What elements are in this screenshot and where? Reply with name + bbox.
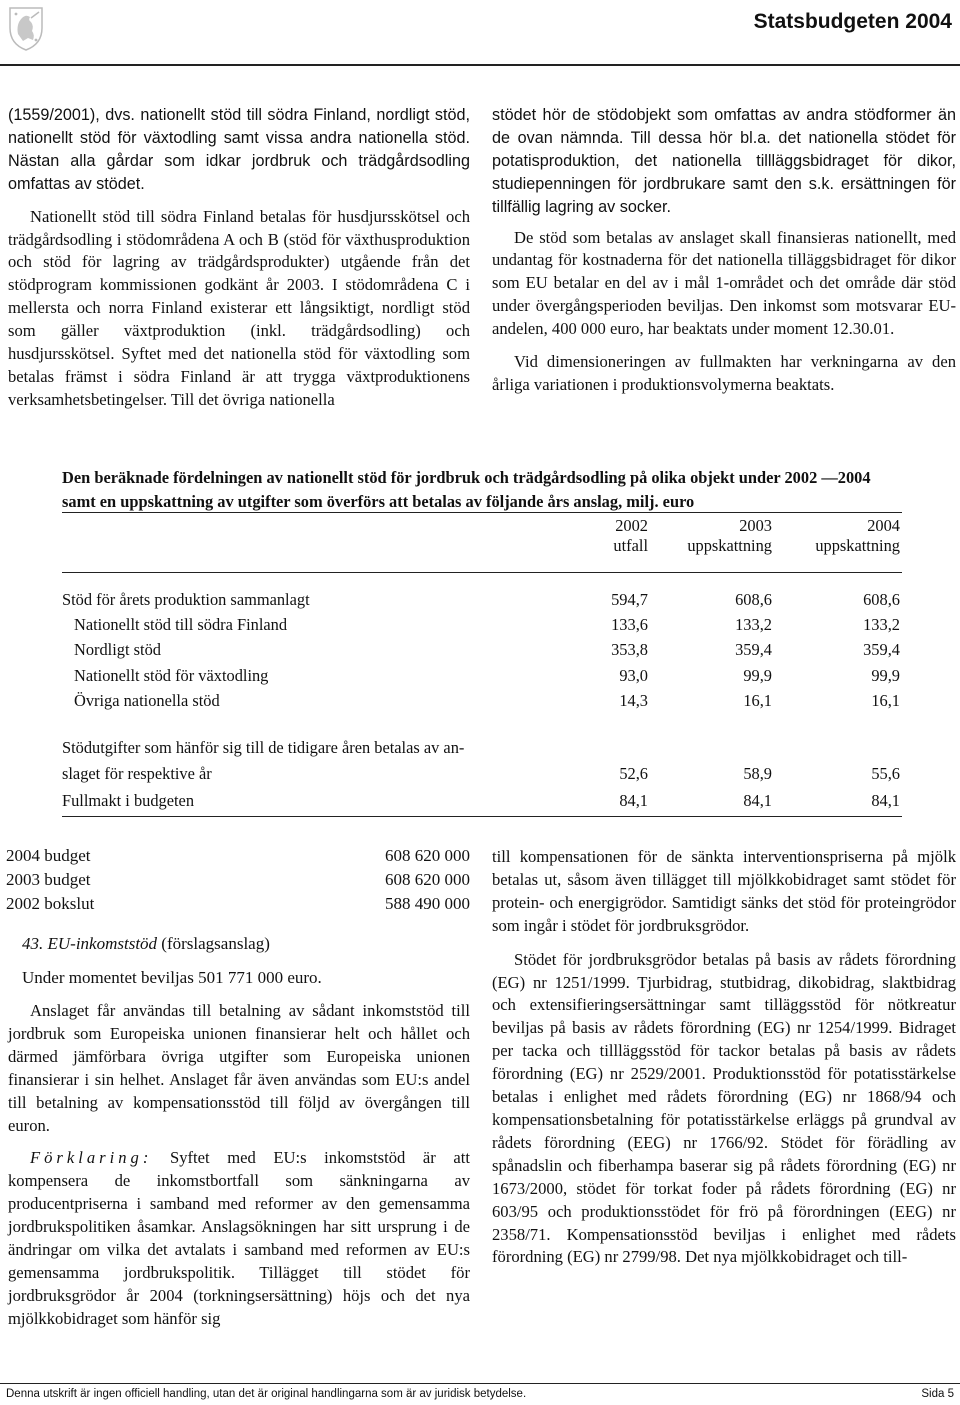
table-row: Nationellt stöd för växtodling 93,0 99,9 99,9 [74,666,900,685]
paragraph: Nationellt stöd till södra Finland betalas för husdjursskötsel och trädgårdsodling i stödområdena A och B (stöd för växthusproduktion och stöd för lagring av trädgårdsprodukter) utgående från det stödprogram kommissionen godkänt år 2003. I stödområdena C i mellersta och norra Finland existerar ett långsiktigt, nordligt stöd som gäller växtproduktion (inkl. trädgårdsodling) och husdjursskötsel. Syftet med det nationella stöd för växtodling som betalas främst i södra Finland är att trygga växtproduktionens verksamhetsbetingelser. Till det övriga nationella [8,206,470,409]
table-row: slaget för respektive år 52,6 58,9 55,6 [62,764,900,783]
paragraph: Anslaget får användas till betalning av sådant inkomststöd till jordbruk som Europeiska unionen finansierar helt och hållet och därmed jämförbara övriga utgifter som Europeiska unionen finansierar i sin helhet. Anslaget får även användas som EU:s andel till betalning av kompensationsstöd till följd av övergången till euron. [8,1001,470,1135]
header-divider [0,64,960,66]
paragraph: Stödet för jordbruksgrödor betalas på basis av rådets förordning (EG) nr 1251/1999. Tjurbidrag, stutbidrag, dikobidrag, slaktbidrag och extensifieringsersättningar samt tilläggsstöd för nötkreatur beviljas på basis av rådets förordning (EG) nr 1254/1999. Bidraget per tacka och tillläggsstöd för tackor betalas på basis av rådets förordning (EG) nr 2529/2001. Produktionsstöd för potatisstärkelse betalas i enlighet med rådets förordning (EG) nr 1868/94 och kompensationsbetalning för potatisstärkelse erläggs på grundval av rådets förordning (EEG) nr 1766/92. Stödet för förädling av spånadslin och fiberhampa baserar sig på rådets förordning (EG) nr 1673/2000, stödet för torkat foder på rådets förordning (EG) nr 603/95 och produktionsstödet för frö på förordningen (EEG) nr 2358/71. Kompensationsstöd beviljas i enlighet med rådets förordning (EG) nr 2799/98. Det nya mjölkkobidraget och till- [492,949,956,1267]
table-row: Nationellt stöd till södra Finland 133,6 133,2 133,2 [74,615,900,634]
column-header-2003: 2003 uppskattning [687,516,772,555]
table-row: Stöd för årets produktion sammanlagt 594,7 608,6 608,6 [62,590,900,609]
left-column-top [8,104,470,412]
table-row: Övriga nationella stöd 14,3 16,1 16,1 [74,691,900,710]
budget-row: 2004 budget 608 620 000 [6,846,470,865]
budget-summary [6,846,470,922]
right-column-top [492,104,956,397]
page-number: Sida 5 [921,1388,954,1400]
moment-heading: 43. EU-inkomststöd (förslagsanslag) [22,934,270,953]
column-header-2004: 2004 uppskattning [815,516,900,555]
coat-of-arms-logo-icon [6,4,46,52]
paragraph: stödet hör de stödobjekt som omfattas av andra stödformer än de ovan nämnda. Till dessa hör bl.a. det nationella stödet för potatisproduktion, det nationella tillläggsbidraget för dikor, studiepenningen för jordbrukare samt den s.k. ersättningen för tillfällig lagring av socker. [492,106,956,216]
left-column-bottom [8,1000,470,1331]
paragraph [8,1147,470,1330]
distribution-table [62,510,902,810]
column-header-2002: 2002 utfall [613,516,648,555]
paragraph: Vid dimensioneringen av fullmakten har verkningarna av den årliga variationen i produktionsvolymerna beaktats. [492,352,956,394]
table-row: Stödutgifter som hänför sig till de tidigare åren betalas av an- [62,738,465,757]
moment-grant: Under momentet beviljas 501 771 000 euro. [22,968,322,987]
forklaring-label: Förklaring: [30,1148,153,1168]
footer-divider [0,1383,960,1384]
paragraph: De stöd som betalas av anslaget skall finansieras nationellt, med undantag för kostnaderna för det nationella tilläggsbidraget för dikor som EU betalar en del av i mål 1-området och det område där stöd under övergångsperioden beviljas. Den inkomst som motsvarar EU-andelen, 400 000 euro, har beaktats under moment 12.30.01. [492,227,956,339]
right-column-bottom [492,846,956,1269]
table-rule-bottom [62,816,902,817]
paragraph: till kompensationen för de sänkta interventionspriserna på mjölk betalas ut, såsom även tillägget till mjölkkobidraget samt stödet för protein- och energigrödor. Samtidigt sänks det stöd för proteingrödor som ingår i stödet för jordbruksgrödor. [492,847,956,935]
table-rule-top [62,512,902,513]
forklaring-text: Syftet med EU:s inkomststöd är att kompensera de inkomstbortfall som sänkningarna av producentpriserna i samband med reformer av den gemensamma jordbrukspolitiken åsamkar. Anslagsökningen har sitt ursprung i de ändringar om vilka det avtalats i samband med reformen av EU:s gemensamma jordbrukspolitik. Tillägget till stödet för jordbruksgrödor år 2004 (torkningsersättning) höjs och det nya mjölkkobidraget som hänför sig [8,1148,470,1328]
page-header-title: Statsbudgeten 2004 [753,10,952,33]
table-title: Den beräknade fördelningen av nationellt stöd för jordbruk och trädgårdsodling på olika objekt under 2002 —2004 samt en uppskattning av utgifter som överförs att betalas av följande års anslag, milj. euro [62,468,871,511]
budget-row: 2002 bokslut 588 490 000 [6,894,470,913]
paragraph: (1559/2001), dvs. nationellt stöd till södra Finland, nordligt stöd, nationellt stöd för växtodling samt vissa andra nationella stöd. Nästan alla gårdar som idkar jordbruk och trädgårdsodling omfattas av stödet. [8,106,470,193]
budget-row: 2003 budget 608 620 000 [6,870,470,889]
table-row: Fullmakt i budgeten 84,1 84,1 84,1 [62,791,900,810]
table-rule-header [62,572,902,573]
footer-note: Denna utskrift är ingen officiell handling, utan det är original handlingarna som är av juridisk betydelse. [6,1388,527,1400]
table-row: Nordligt stöd 353,8 359,4 359,4 [74,640,900,659]
